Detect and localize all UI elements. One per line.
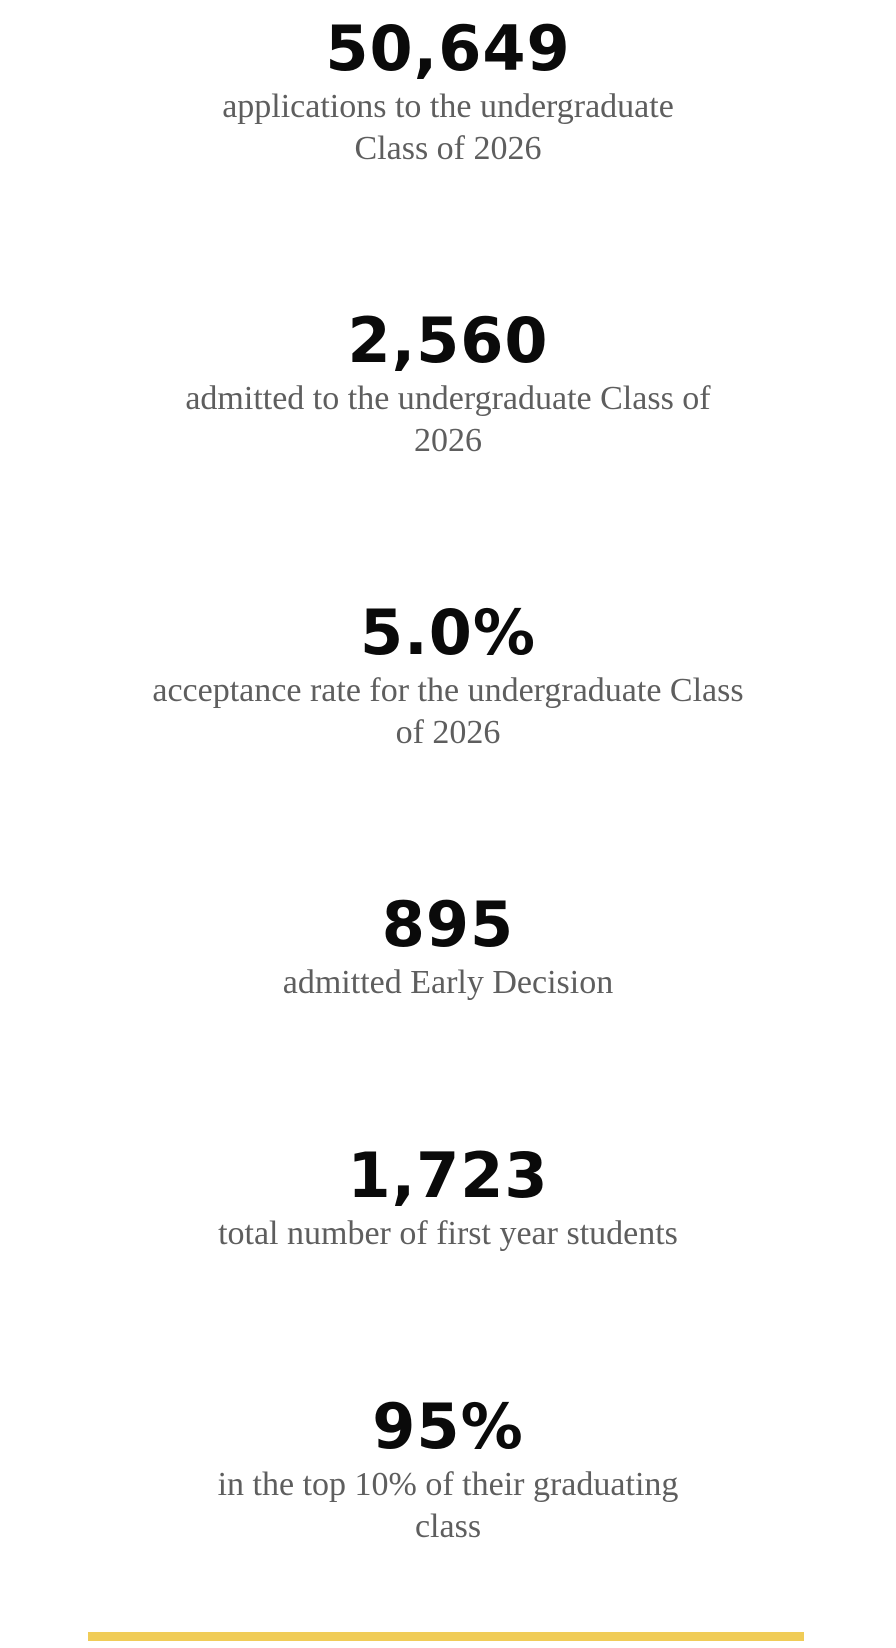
stat-top-ten-percent [0,1392,896,1548]
stat-admitted [0,306,896,462]
stat-value: 1,723 [347,1139,549,1212]
stat-label: in the top 10% of their graduating class [217,1466,679,1545]
stat-label: total number of first year students [218,1215,678,1252]
stat-label: acceptance rate for the undergraduate Class of 2026 [152,672,744,751]
stat-label: applications to the undergraduate Class of 2026 [222,88,674,167]
stat-label: admitted to the undergraduate Class of 2026 [185,380,711,459]
stat-value: 95% [372,1390,524,1463]
stat-label: admitted Early Decision [282,964,614,1001]
stat-applications [0,14,896,170]
stat-value: 2,560 [347,304,549,377]
stat-value: 895 [381,888,515,961]
stat-value: 5.0% [360,596,536,669]
stat-early-decision [0,890,896,1004]
stat-first-year-students [0,1141,896,1255]
stat-value: 50,649 [325,12,571,85]
stat-acceptance-rate [0,598,896,754]
accent-divider [88,1632,804,1641]
